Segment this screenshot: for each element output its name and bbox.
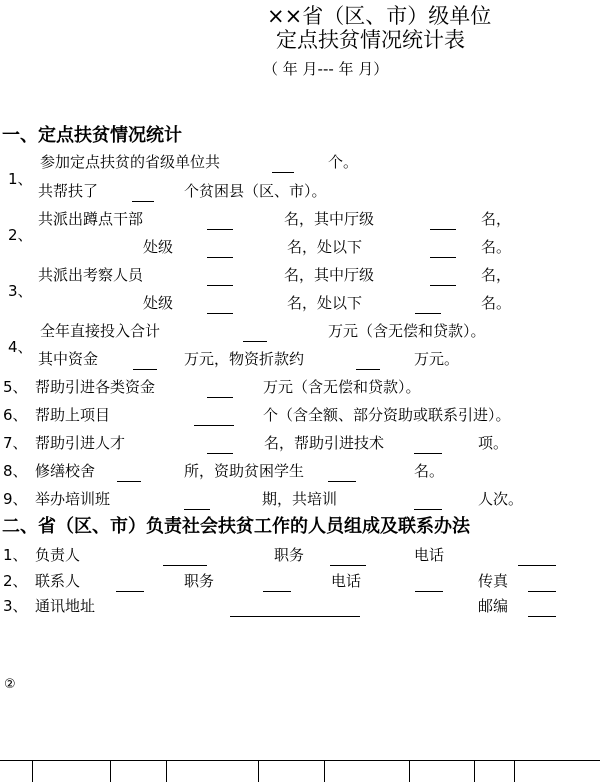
postcode-label: 邮编	[478, 597, 509, 615]
item-3-line-1-end: 名，	[481, 266, 512, 284]
item-1-line-2-text: 共帮扶了	[38, 182, 99, 200]
blank-projects[interactable]	[194, 425, 234, 426]
item-5-text: 帮助引进各类资金	[35, 378, 156, 396]
item-5-suffix: 万元（含无偿和贷款）。	[263, 378, 421, 396]
reporting-period: （ 年 月--- 年 月）	[263, 60, 389, 78]
table-column-divider	[166, 760, 167, 782]
blank-inspectors-division[interactable]	[207, 313, 233, 314]
table-column-divider	[409, 760, 410, 782]
item-4-line-1-text: 全年直接投入合计	[40, 322, 161, 340]
blank-attracted-funds[interactable]	[207, 397, 233, 398]
item-7-end: 项。	[478, 434, 509, 452]
blank-inspectors-below[interactable]	[415, 313, 441, 314]
blank-inspectors-bureau[interactable]	[430, 285, 456, 286]
position-label-2: 职务	[184, 572, 215, 590]
blank-units-count[interactable]	[272, 172, 294, 173]
item-1-number: 1、	[8, 170, 33, 188]
postcode-field[interactable]	[528, 616, 556, 617]
fax-field[interactable]	[528, 591, 556, 592]
item-7-mid: 名，帮助引进技术	[264, 434, 385, 452]
item-7-text: 帮助引进人才	[35, 434, 126, 452]
blank-training-classes[interactable]	[184, 509, 210, 510]
item-1-line-2-suffix: 个贫困县（区、市）。	[184, 182, 327, 200]
item-2-line-2-text: 处级	[143, 238, 174, 256]
item-4-line-2-mid: 万元，物资折款约	[184, 350, 305, 368]
blank-trainees[interactable]	[414, 509, 442, 510]
blank-cadres-total[interactable]	[207, 229, 233, 230]
item-3-line-2-end: 名。	[481, 294, 512, 312]
position-label-1: 职务	[274, 546, 305, 564]
section-1-heading: 一、定点扶贫情况统计	[2, 125, 182, 146]
item-9-end: 人次。	[478, 490, 524, 508]
blank-technologies[interactable]	[414, 453, 442, 454]
item-9-mid: 期，共培训	[262, 490, 338, 508]
blank-total-investment[interactable]	[243, 341, 267, 342]
title-line-1: ××省（区、市）级单位	[267, 4, 492, 28]
contact-row-3-number: 3、	[3, 597, 28, 615]
item-8-mid: 所，资助贫困学生	[184, 462, 305, 480]
table-column-divider	[474, 760, 475, 782]
blank-inspectors-total[interactable]	[207, 285, 233, 286]
item-4-line-2-end: 万元。	[414, 350, 460, 368]
blank-counties-count[interactable]	[132, 201, 154, 202]
blank-cadres-division[interactable]	[207, 257, 233, 258]
contact-row-1-number: 1、	[3, 546, 28, 564]
item-3-number: 3、	[8, 282, 33, 300]
item-7-number: 7、	[3, 434, 28, 452]
table-column-divider	[258, 760, 259, 782]
item-3-line-1-text: 共派出考察人员	[38, 266, 144, 284]
item-6-suffix: 个（含全额、部分资助或联系引进）。	[263, 406, 511, 424]
position-field-2[interactable]	[263, 591, 291, 592]
item-2-line-2-mid: 名，处以下	[287, 238, 363, 256]
item-2-line-1-end: 名，	[481, 210, 512, 228]
item-6-text: 帮助上项目	[35, 406, 111, 424]
item-1-line-1-text: 参加定点扶贫的省级单位共	[40, 153, 221, 171]
title-line-2: 定点扶贫情况统计表	[276, 28, 465, 52]
item-5-number: 5、	[3, 378, 28, 396]
address-field[interactable]	[230, 616, 360, 617]
item-6-number: 6、	[3, 406, 28, 424]
blank-funds[interactable]	[133, 369, 157, 370]
item-4-line-2-text: 其中资金	[38, 350, 99, 368]
item-2-number: 2、	[8, 226, 33, 244]
blank-materials-value[interactable]	[356, 369, 380, 370]
address-label: 通讯地址	[35, 597, 96, 615]
table-column-divider	[32, 760, 33, 782]
footnote-mark: ②	[4, 677, 16, 692]
responsible-person-field[interactable]	[163, 565, 207, 566]
item-4-number: 4、	[8, 338, 33, 356]
blank-schools[interactable]	[117, 481, 141, 482]
table-header-row-edge	[0, 760, 600, 782]
item-8-end: 名。	[414, 462, 445, 480]
item-8-text: 修缮校舍	[35, 462, 96, 480]
item-3-line-2-text: 处级	[143, 294, 174, 312]
phone-field-1[interactable]	[518, 565, 556, 566]
blank-students[interactable]	[328, 481, 356, 482]
blank-talents[interactable]	[207, 453, 233, 454]
phone-label-1: 电话	[414, 546, 445, 564]
item-3-line-2-mid: 名，处以下	[287, 294, 363, 312]
phone-field-2[interactable]	[415, 591, 443, 592]
contact-person-label: 联系人	[35, 572, 81, 590]
blank-cadres-below[interactable]	[430, 257, 456, 258]
responsible-person-label: 负责人	[35, 546, 81, 564]
item-2-line-1-mid: 名，其中厅级	[284, 210, 375, 228]
fax-label: 传真	[478, 572, 509, 590]
item-2-line-2-end: 名。	[481, 238, 512, 256]
item-1-line-1-suffix: 个。	[328, 153, 359, 171]
contact-row-2-number: 2、	[3, 572, 28, 590]
position-field-1[interactable]	[330, 565, 366, 566]
section-2-heading: 二、省（区、市）负责社会扶贫工作的人员组成及联系办法	[2, 516, 470, 537]
item-8-number: 8、	[3, 462, 28, 480]
item-9-text: 举办培训班	[35, 490, 111, 508]
phone-label-2: 电话	[331, 572, 362, 590]
item-4-line-1-suffix: 万元（含无偿和贷款）。	[328, 322, 486, 340]
item-2-line-1-text: 共派出蹲点干部	[38, 210, 144, 228]
item-3-line-1-mid: 名，其中厅级	[284, 266, 375, 284]
table-column-divider	[324, 760, 325, 782]
blank-cadres-bureau[interactable]	[430, 229, 456, 230]
item-9-number: 9、	[3, 490, 28, 508]
contact-person-field[interactable]	[116, 591, 144, 592]
table-column-divider	[514, 760, 515, 782]
table-column-divider	[110, 760, 111, 782]
